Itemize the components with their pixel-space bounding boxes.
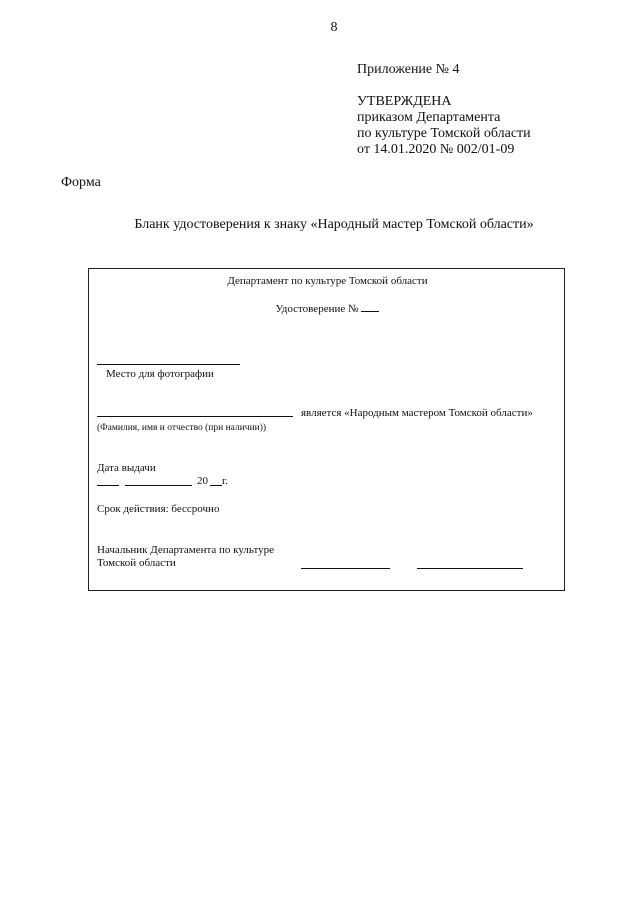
name-hint: (Фамилия, имя и отчество (при наличии)) — [97, 423, 267, 433]
validity-term: Срок действия: бессрочно — [97, 503, 220, 515]
photo-label: Место для фотографии — [106, 368, 214, 380]
signature-line — [301, 568, 390, 569]
issue-year-prefix: 20 — [197, 475, 208, 487]
chief-title: Начальник Департамента по культуре — [97, 544, 275, 556]
approval-block — [357, 94, 531, 158]
form-label: Форма — [61, 175, 101, 190]
certificate-label: Удостоверение № — [275, 303, 359, 315]
chief-title-cont: Томской области — [97, 557, 176, 569]
certificate-number-line — [361, 302, 379, 312]
photo-line — [97, 364, 240, 365]
issue-year-line — [210, 485, 222, 486]
approval-line: приказом Департамента — [357, 110, 501, 125]
page-number: 8 — [330, 20, 338, 35]
appendix-label: Приложение № 4 — [357, 62, 460, 77]
name-statement: является «Народным мастером Томской области» — [301, 407, 533, 419]
form-title: Бланк удостоверения к знаку «Народный мастер Томской области» — [134, 217, 534, 232]
blank-certificate-number — [89, 302, 566, 315]
approval-line: от 14.01.2020 № 002/01-09 — [357, 142, 515, 157]
issue-year-suffix: г. — [222, 475, 229, 487]
certificate-blank — [88, 268, 565, 591]
approval-title: УТВЕРЖДЕНА — [357, 94, 452, 109]
blank-department: Департамент по культуре Томской области — [227, 275, 428, 287]
signer-name-line — [417, 568, 523, 569]
issue-date-label: Дата выдачи — [97, 462, 156, 474]
issue-month-line — [125, 485, 192, 486]
name-line — [97, 416, 293, 417]
approval-line: по культуре Томской области — [357, 126, 531, 141]
issue-day-line — [97, 485, 119, 486]
